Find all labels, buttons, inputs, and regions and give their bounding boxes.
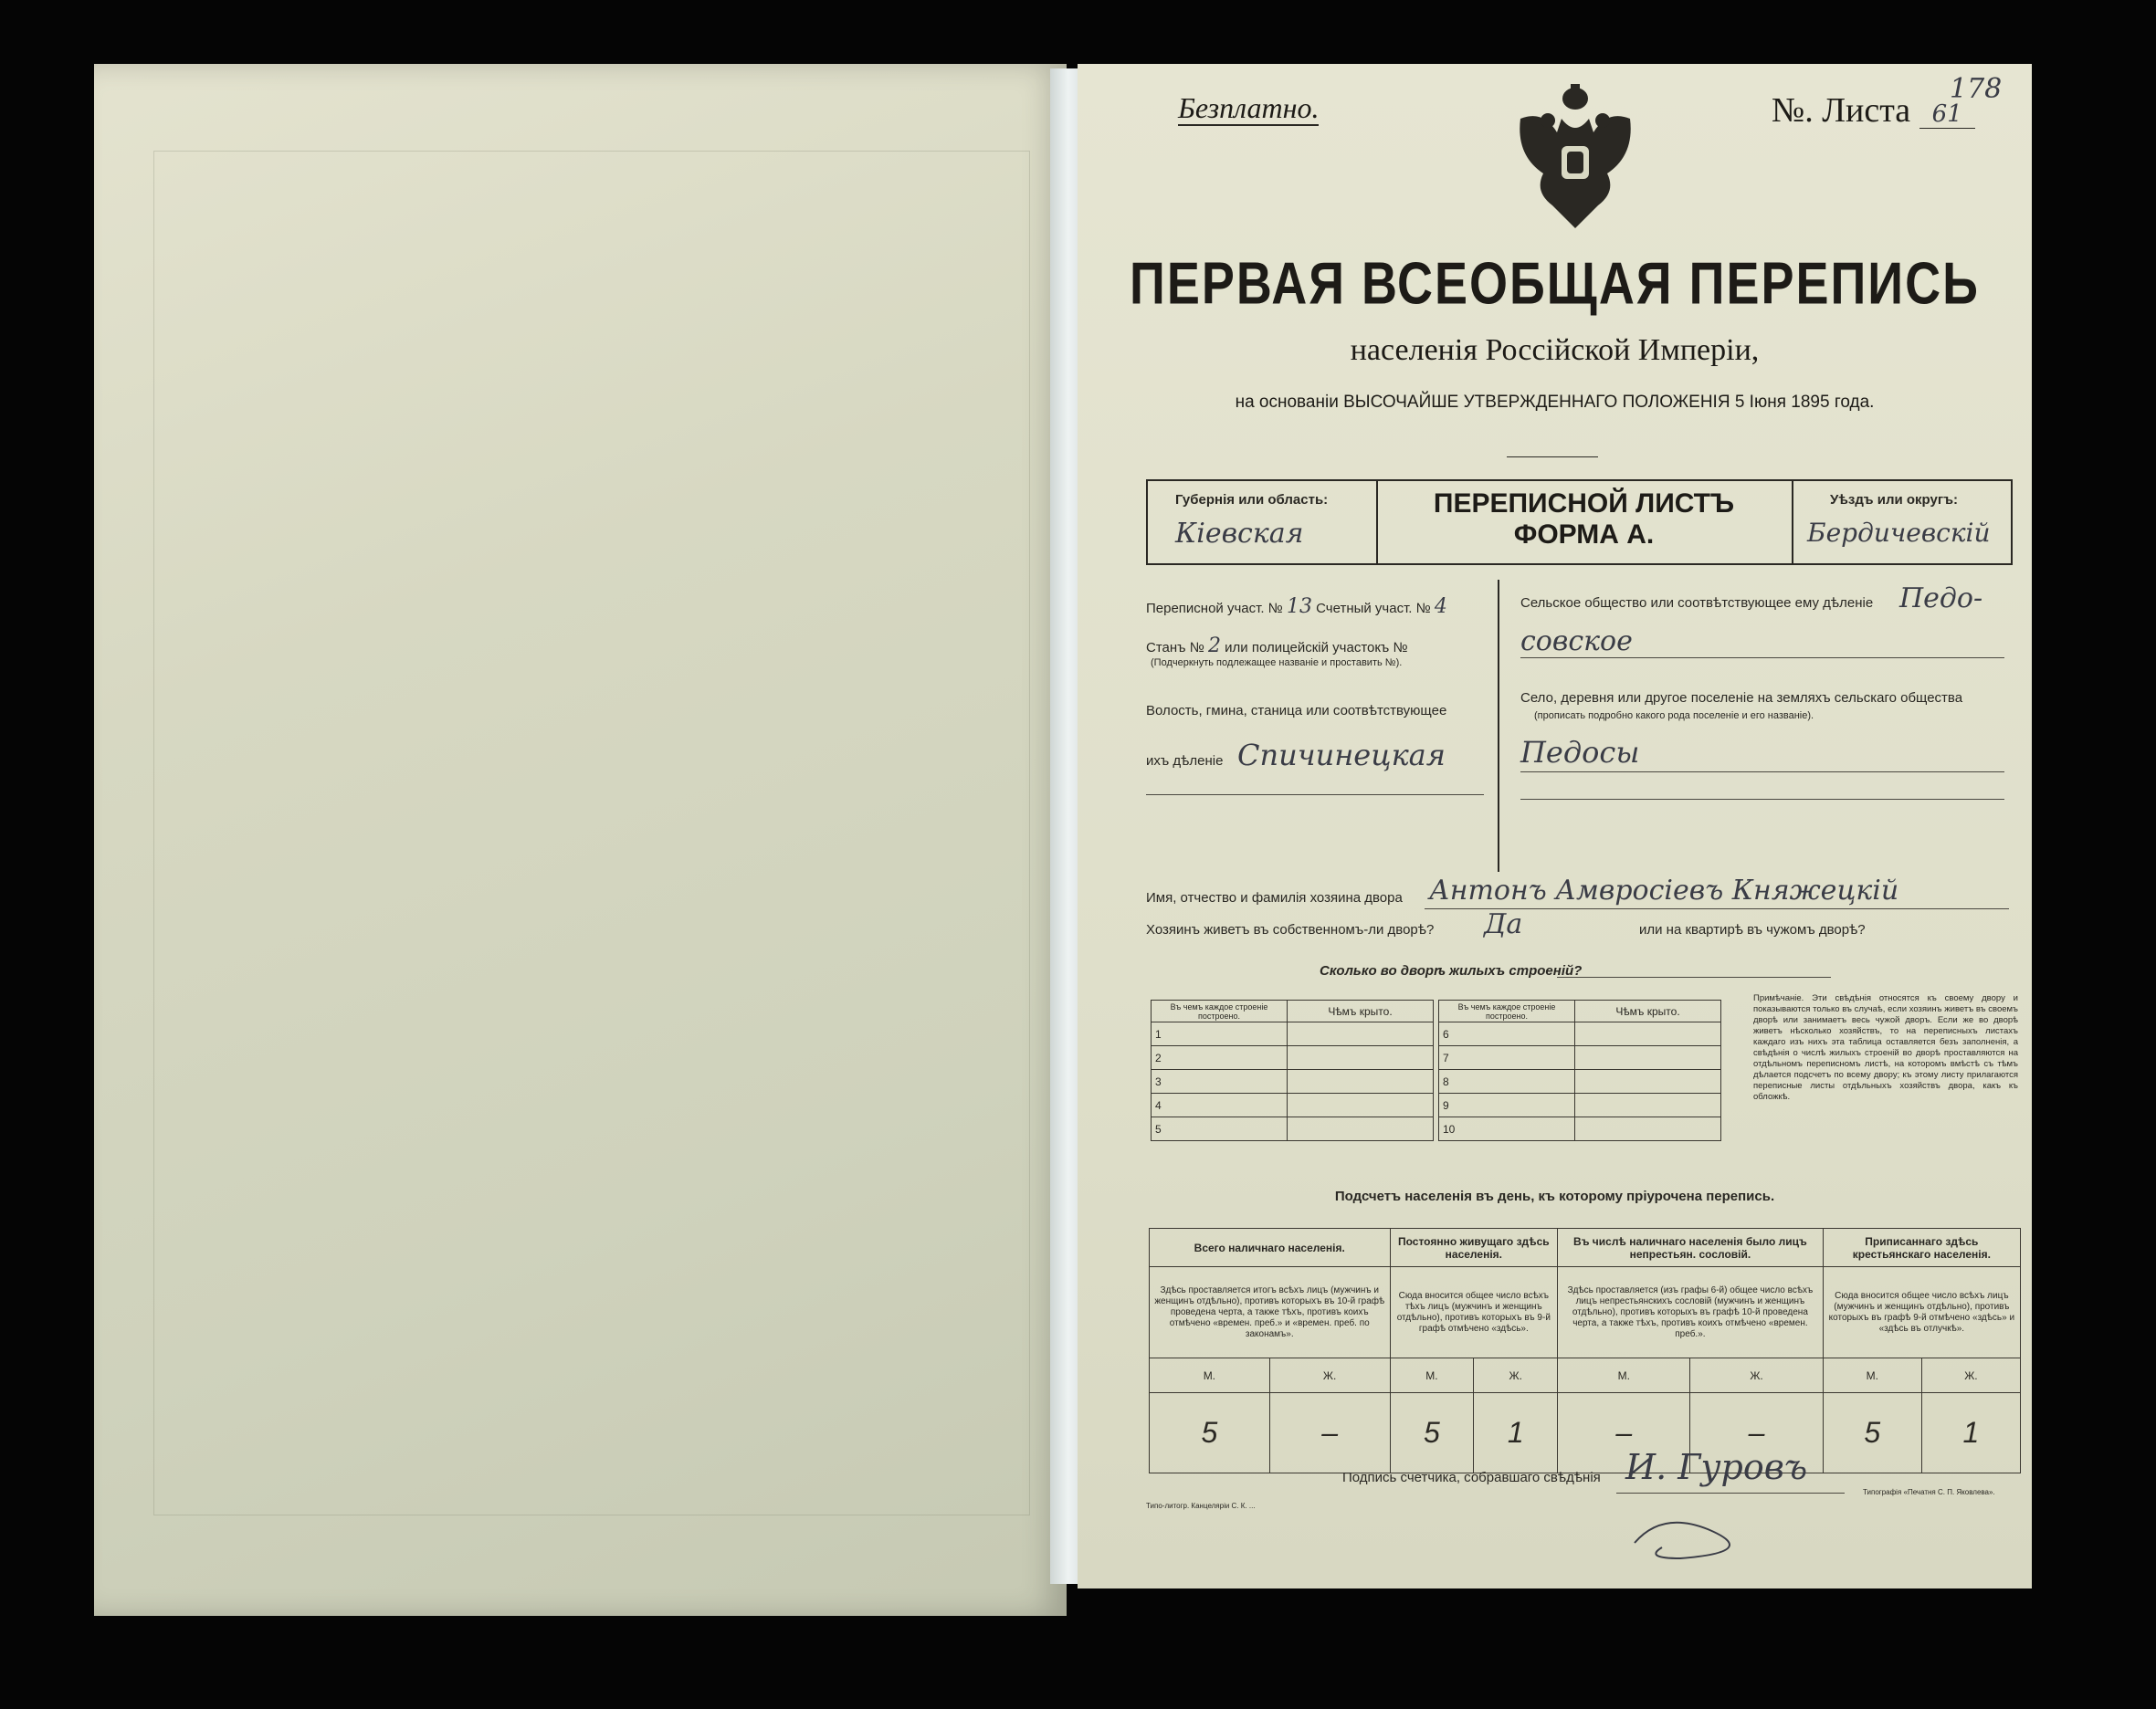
- buildings-col-material: Въ чемъ каждое строеніе построено.: [1439, 1001, 1575, 1022]
- sex-f: Ж.: [1690, 1358, 1823, 1393]
- summary-col-permanent: Постоянно живущаго здѣсь населенія.: [1390, 1229, 1558, 1267]
- buildings-table-left: [1151, 1000, 1434, 1141]
- count-district-value: 4: [1434, 595, 1447, 618]
- uezd-cell: [1792, 481, 2013, 563]
- sheet-value: 61: [1919, 100, 1975, 129]
- volost-label: Волость, гмина, станица или соотвѣтствующее: [1146, 703, 1447, 718]
- buildings-col-roof: Чѣмъ крыто.: [1575, 1001, 1721, 1022]
- buildings-col-roof: Чѣмъ крыто.: [1288, 1001, 1434, 1022]
- stan-value: 2: [1207, 634, 1221, 657]
- gubernia-label: Губернія или область:: [1175, 492, 1329, 508]
- summary-value: –: [1269, 1393, 1390, 1473]
- form-label: ФОРМА А.: [1513, 519, 1655, 550]
- gubernia-cell: [1148, 481, 1378, 563]
- summary-col-peasant: Приписаннаго здѣсь крестьянскаго населенія.: [1823, 1229, 2020, 1267]
- uezd-value: Бердичевскій: [1807, 518, 1991, 548]
- signature-flourish: [1625, 1502, 1808, 1566]
- sex-m: М.: [1823, 1358, 1921, 1393]
- summary-desc: Здѣсь проставляется итогъ всѣхъ лицъ (мужчинъ и женщинъ отдѣльно), противъ которыхъ въ 10-й графѣ проведена черта, а также тѣхъ, противъ коихъ отмѣчено «времен. преб.» и «времен. преб. по законамъ».: [1150, 1267, 1391, 1358]
- owner-value: Антонъ Амвросіевъ Княжецкій: [1429, 875, 1899, 907]
- gubernia-value: Кіевская: [1175, 518, 1304, 550]
- sex-m: М.: [1558, 1358, 1690, 1393]
- buildings-col-material: Въ чемъ каждое строеніе построено.: [1152, 1001, 1288, 1022]
- footer-printer-left: Типо-литогр. Канцеляріи С. К. ...: [1146, 1502, 1256, 1510]
- summary-col-total: Всего наличнаго населенія.: [1150, 1229, 1391, 1267]
- society-label: Сельское общество или соотвѣтствующее ему дѣленіе: [1520, 595, 1874, 611]
- count-district-label: Счетный участ. №: [1316, 601, 1431, 616]
- stan-label: Станъ №: [1146, 640, 1204, 655]
- uezd-label: Уѣздъ или округъ:: [1830, 492, 1959, 508]
- stan-field: [1146, 634, 1408, 657]
- buildings-row-num: 6: [1439, 1022, 1575, 1046]
- signature-label: Подпись счетчика, собравшаго свѣдѣнія: [1342, 1470, 1601, 1485]
- signature-value: И. Гуровъ: [1625, 1447, 1808, 1487]
- summary-heading: Подсчетъ населенія въ день, къ которому пріурочена перепись.: [1334, 1189, 1775, 1204]
- sheet-title-cell: [1376, 481, 1792, 563]
- summary-value: –: [1558, 1393, 1690, 1473]
- society-value: Педо-: [1899, 582, 1983, 614]
- village-line-2: [1520, 799, 2004, 800]
- page-number: 178: [1950, 73, 2003, 105]
- village-note: (прописать подробно какого рода поселеніе и его названіе).: [1534, 710, 1814, 721]
- summary-desc: Сюда вносится общее число всѣхъ лицъ (мужчинъ и женщинъ отдѣльно), противъ которыхъ въ графѣ 9-й отмѣчено «здѣсь» и «здѣсь въ отлучкѣ».: [1823, 1267, 2020, 1358]
- summary-desc: Здѣсь проставляется (изъ графы 6-й) общее число всѣхъ лицъ непрестьянскихъ сословій (мужчинъ и женщинъ отдѣльно), противъ которыхъ въ графѣ 10-й проведена черта, а также тѣхъ, противъ коихъ отмѣчено «времен. преб.».: [1558, 1267, 1824, 1358]
- buildings-note: Примѣчаніе. Эти свѣдѣнія относятся къ своему двору и показываются только въ случаѣ, если хозяинъ живетъ въ своемъ дворѣ или занимаетъ весь чужой дворъ. Если же во дворѣ живетъ нѣсколько хозяйствъ, то на переписныхъ листахъ каждаго изъ нихъ эта таблица оставляется безъ заполненія, а свѣдѣнія о числѣ жилыхъ строеній во дворѣ проставляются на отдѣльномъ переписномъ листѣ, на которомъ вмѣстѣ съ тѣмъ дѣлается подсчетъ по всему двору; къ этому листу прилагаются переписные листы отдѣльныхъ хозяйствъ двора, какъ къ обложкѣ.: [1753, 993, 2018, 1102]
- buildings-row-num: 3: [1152, 1070, 1288, 1094]
- buildings-row-num: 9: [1439, 1094, 1575, 1117]
- buildings-row-num: 7: [1439, 1046, 1575, 1070]
- census-form-page: [1078, 64, 2032, 1588]
- owner-label: Имя, отчество и фамилія хозяина двора: [1146, 890, 1403, 906]
- sheet-label: №. Листа: [1772, 91, 1911, 130]
- village-label: Село, деревня или другое поселеніе на земляхъ сельскаго общества: [1520, 690, 1963, 706]
- buildings-row-num: 8: [1439, 1070, 1575, 1094]
- volost-label-2: ихъ дѣленіе: [1146, 753, 1224, 769]
- double-headed-eagle-emblem: [1507, 82, 1644, 237]
- census-district-field: [1146, 595, 1447, 618]
- buildings-line: [1557, 977, 1831, 978]
- buildings-row-num: 5: [1152, 1117, 1288, 1141]
- summary-desc: Сюда вносится общее число всѣхъ тѣхъ лицъ (мужчинъ и женщинъ отдѣльно), противъ которыхъ въ 9-й графѣ отмѣчено «здѣсь».: [1390, 1267, 1558, 1358]
- buildings-label: Сколько во дворѣ жилыхъ строеній?: [1320, 963, 1583, 979]
- summary-value: 1: [1921, 1393, 2020, 1473]
- summary-table: [1149, 1228, 2021, 1473]
- left-page-blank: [94, 64, 1067, 1616]
- own-house-value: Да: [1484, 908, 1523, 940]
- free-label: Безплатно.: [1178, 91, 1320, 124]
- society-line: [1520, 657, 2004, 658]
- census-district-label: Переписной участ. №: [1146, 601, 1283, 616]
- sheet-number-label: [1772, 91, 1975, 133]
- buildings-row-num: 2: [1152, 1046, 1288, 1070]
- village-line: [1520, 771, 2004, 772]
- summary-value: 5: [1150, 1393, 1270, 1473]
- buildings-row-num: 4: [1152, 1094, 1288, 1117]
- stan-rest-label: или полицейскій участокъ №: [1225, 640, 1408, 655]
- census-subtitle: населенія Россійской Имперіи,: [1350, 333, 1760, 367]
- village-value: Педосы: [1520, 735, 1640, 770]
- sex-f: Ж.: [1474, 1358, 1558, 1393]
- society-value-2: совское: [1520, 625, 1633, 657]
- sex-m: М.: [1150, 1358, 1270, 1393]
- volost-value: Спичинецкая: [1237, 738, 1446, 772]
- left-page-frame: [153, 151, 1030, 1515]
- buildings-row-num: 10: [1439, 1117, 1575, 1141]
- stan-note: (Подчеркнуть подлежащее названіе и проставить №).: [1151, 657, 1403, 668]
- summary-value: 1: [1474, 1393, 1558, 1473]
- footer-printer-right: Типографія «Печатня С. П. Яковлева».: [1863, 1488, 1995, 1496]
- form-header-box: [1146, 479, 2013, 565]
- fields-divider: [1498, 580, 1499, 872]
- volost-extra-line: [1146, 794, 1484, 795]
- census-district-value: 13: [1286, 595, 1312, 618]
- signature-line: [1616, 1493, 1845, 1494]
- buildings-table-right: [1438, 1000, 1721, 1141]
- sex-f: Ж.: [1921, 1358, 2020, 1393]
- census-title: ПЕРВАЯ ВСЕОБЩАЯ ПЕРЕПИСЬ: [1130, 251, 1980, 317]
- summary-col-nonpeasant: Въ числѣ наличнаго населенія было лицъ непрестьян. сословій.: [1558, 1229, 1824, 1267]
- summary-value: –: [1690, 1393, 1823, 1473]
- rent-label: или на квартирѣ въ чужомъ дворѣ?: [1639, 922, 1866, 938]
- own-house-label: Хозяинъ живетъ въ собственномъ-ли дворѣ?: [1146, 922, 1435, 938]
- summary-value: 5: [1390, 1393, 1474, 1473]
- sex-f: Ж.: [1269, 1358, 1390, 1393]
- ornament-divider: [1507, 456, 1598, 457]
- census-legal-basis: на основаніи ВЫСОЧАЙШЕ УТВЕРЖДЕННАГО ПОЛОЖЕНІЯ 5 Іюня 1895 года.: [1235, 393, 1875, 412]
- sex-m: М.: [1390, 1358, 1474, 1393]
- summary-value: 5: [1823, 1393, 1921, 1473]
- buildings-row-num: 1: [1152, 1022, 1288, 1046]
- sheet-title: ПЕРЕПИСНОЙ ЛИСТЪ: [1433, 488, 1735, 519]
